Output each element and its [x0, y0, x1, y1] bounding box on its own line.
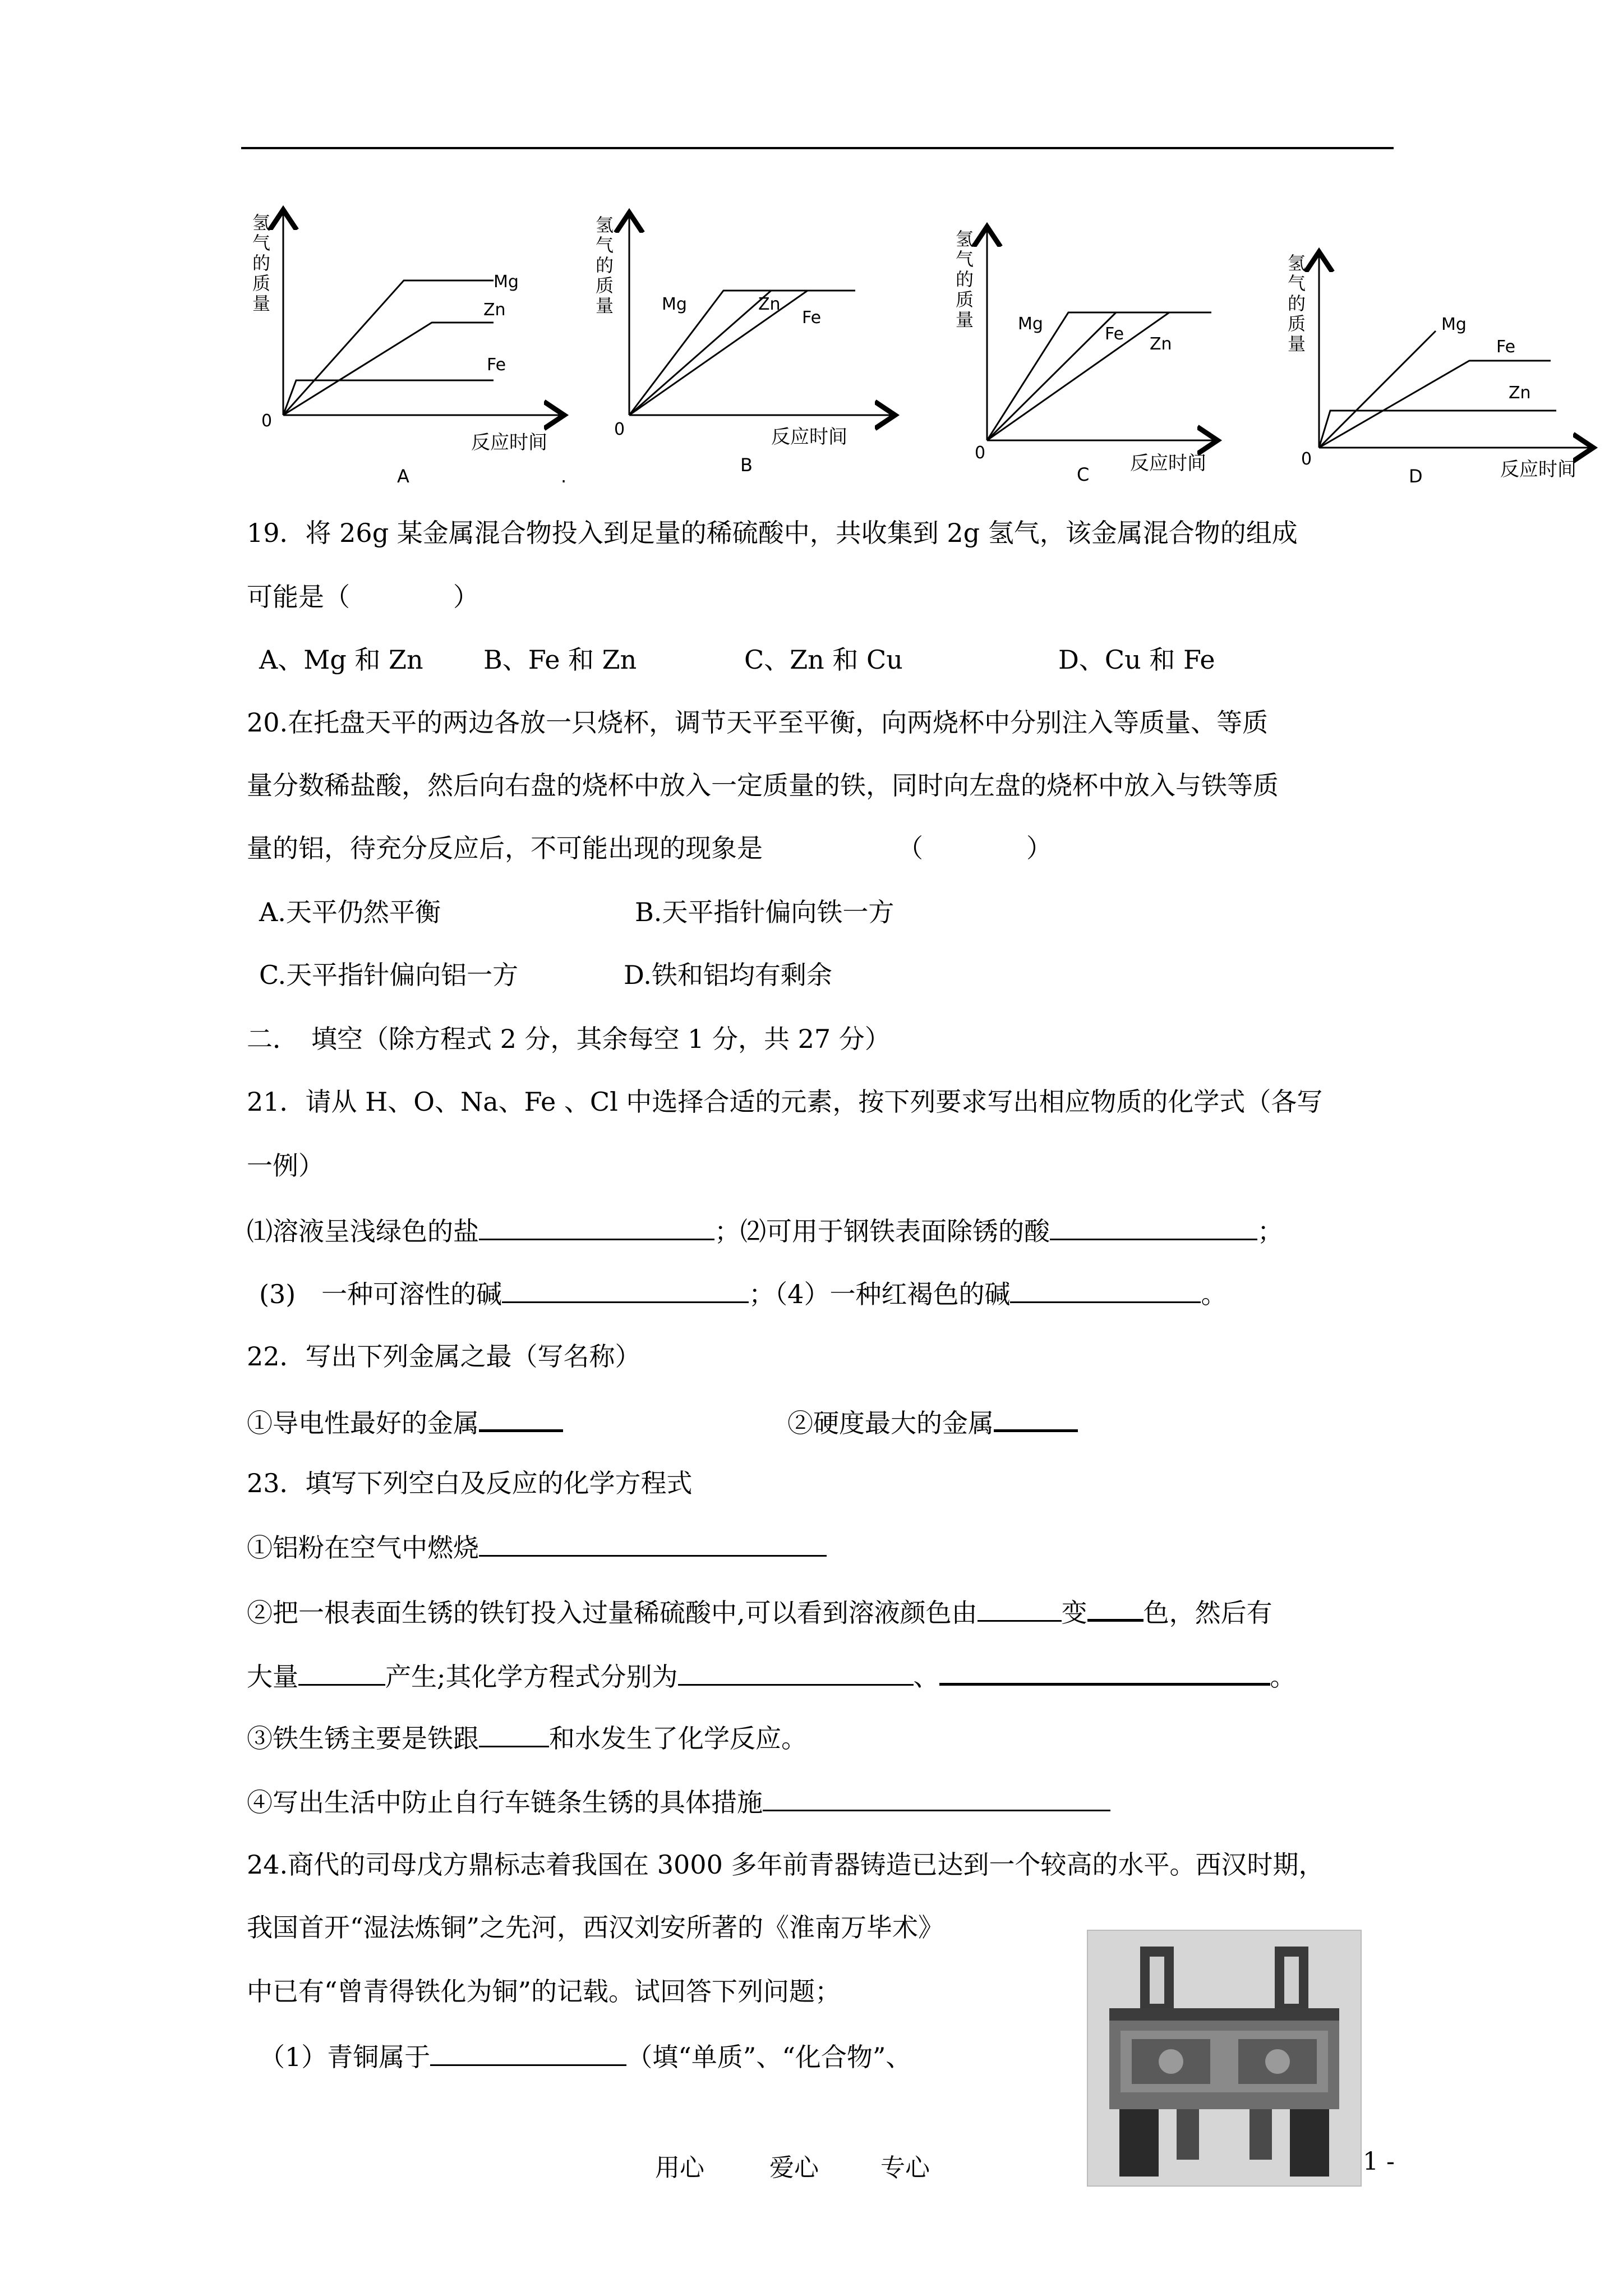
q24-line3: 中已有“曾青得铁化为铜”的记载。试回答下列问题；	[247, 1976, 841, 2007]
q22-b: ②硬度最大的金属	[787, 1408, 994, 1438]
chart-letter: D	[1409, 466, 1423, 487]
q21-line2: 一例）	[247, 1151, 324, 1181]
q23-blank-c[interactable]	[479, 1721, 549, 1747]
q22-title: 22．写出下列金属之最（写名称）	[247, 1341, 641, 1372]
q23-d: ④写出生活中防止自行车链条生锈的具体措施	[247, 1787, 763, 1818]
q23-blank-d[interactable]	[763, 1785, 1110, 1811]
q21-p1: ⑴溶液呈浅绿色的盐	[247, 1216, 479, 1246]
line-label-zn: Zn	[1150, 334, 1172, 354]
q19-option-a[interactable]: A、Mg 和 Zn	[259, 645, 423, 675]
chart-letter: A	[397, 466, 409, 487]
y-axis-label-4: 质	[596, 275, 614, 296]
line-fe	[987, 312, 1116, 440]
y-axis-label-5: 量	[252, 293, 271, 314]
q20-option-b[interactable]: B.天平指针偏向铁一方	[635, 897, 895, 927]
footer-word-2: 爱心	[769, 2154, 819, 2182]
q19-option-b[interactable]: B、Fe 和 Zn	[483, 645, 637, 675]
y-axis-label-2: 气	[956, 249, 974, 270]
q23-blank-b5[interactable]	[939, 1658, 1270, 1686]
header-rule	[241, 147, 1394, 149]
y-axis-label-1: 氢	[956, 228, 974, 250]
line-fe	[1319, 361, 1551, 448]
chart-d	[1273, 247, 1598, 494]
q23-row-d	[247, 1785, 1110, 1818]
q21-p2: ⑵可用于钢铁表面除锈的酸	[740, 1216, 1050, 1246]
q24-p1b: （填“单质”、“化合物”、	[626, 2042, 912, 2072]
chart-c-svg	[948, 222, 1284, 491]
q23-row-b2	[247, 1658, 1296, 1692]
q24-line2: 我国首开“湿法炼铜”之先河，西汉刘安所著的《淮南万毕术》	[247, 1912, 944, 1943]
q21-sep2: ；	[749, 1279, 775, 1309]
line-fe	[283, 380, 494, 415]
section-two-heading: 二． 填空（除方程式 2 分，其余每空 1 分，共 27 分）	[247, 1024, 891, 1054]
bronze-ding-photo	[1087, 1930, 1362, 2187]
footer-word-1: 用心	[655, 2154, 704, 2182]
q23-a: ①铝粉在空气中燃烧	[247, 1533, 479, 1563]
line-fe	[629, 291, 808, 415]
q23-row-c	[247, 1721, 807, 1754]
x-axis-label: 反应时间	[471, 431, 547, 454]
y-axis-label-2: 气	[252, 232, 271, 254]
q23-b2: 大量	[247, 1662, 298, 1692]
q23-b-dun: 、	[913, 1662, 939, 1692]
line-label-fe: Fe	[802, 308, 822, 328]
y-axis-label-5: 量	[956, 309, 974, 330]
y-axis-label-4: 质	[956, 289, 974, 310]
line-mg	[1319, 331, 1436, 448]
q21-p4: （4）一种红褐色的碱	[774, 1279, 1011, 1309]
y-axis-label-1: 氢	[252, 212, 271, 233]
line-label-fe: Fe	[1496, 337, 1516, 357]
q21-blank-2[interactable]	[1050, 1214, 1257, 1240]
line-label-mg: Mg	[1018, 314, 1043, 334]
q20-option-a[interactable]: A.天平仍然平衡	[259, 897, 441, 927]
q21-row1	[247, 1214, 1283, 1247]
y-axis-label-3: 的	[1288, 293, 1306, 314]
y-axis-label-3: 的	[596, 255, 614, 276]
ding-image	[1087, 1930, 1362, 2187]
q20-options-row1	[259, 896, 894, 928]
q23-b-se: 色，然后有	[1143, 1598, 1272, 1628]
page-number: 1 -	[1363, 2147, 1395, 2176]
y-axis-label-2: 气	[1288, 273, 1306, 294]
line-label-fe: Fe	[487, 355, 506, 375]
line-label-zn: Zn	[483, 300, 506, 320]
q19-option-d[interactable]: D、Cu 和 Fe	[1058, 645, 1215, 675]
q23-row-b1	[247, 1594, 1272, 1628]
q19-options	[259, 644, 1215, 675]
q21-blank-4[interactable]	[1010, 1277, 1201, 1303]
q23-blank-b3[interactable]	[298, 1659, 385, 1686]
q23-c2: 和水发生了化学反应。	[549, 1723, 807, 1754]
chart-b	[589, 208, 903, 477]
y-axis-label-5: 量	[596, 295, 614, 316]
q22-blank-a[interactable]	[479, 1405, 563, 1432]
line-zn	[283, 323, 494, 415]
q21-blank-3[interactable]	[502, 1277, 749, 1303]
line-label-mg: Mg	[1441, 315, 1467, 334]
footer-word-3: 专心	[880, 2154, 930, 2182]
q21-end2: 。	[1201, 1279, 1227, 1309]
q24-p1: （1）青铜属于	[259, 2042, 431, 2072]
q23-row-a	[247, 1530, 827, 1563]
q23-blank-b2[interactable]	[1087, 1594, 1144, 1622]
y-axis-label-2: 气	[596, 234, 614, 256]
q23-blank-a[interactable]	[479, 1530, 827, 1557]
y-axis-label-1: 氢	[1288, 252, 1306, 274]
origin-label: 0	[975, 443, 986, 463]
line-zn	[629, 291, 771, 415]
line-label-zn: Zn	[758, 295, 781, 314]
line-label-zn: Zn	[1509, 383, 1531, 403]
q20-option-d[interactable]: D.铁和铝均有剩余	[624, 960, 832, 990]
origin-label: 0	[614, 420, 625, 439]
chart-d-svg	[1273, 247, 1598, 494]
y-axis-label-3: 的	[252, 252, 271, 274]
q19-line1: 19．将 26g 某金属混合物投入到足量的稀硫酸中，共收集到 2g 氢气，该金属混合物的组成	[247, 518, 1298, 548]
q21-p3: (3) 一种可溶性的碱	[259, 1279, 502, 1309]
chart-a-svg	[247, 202, 572, 494]
chart-letter: B	[740, 454, 753, 476]
q24-blank-1[interactable]	[430, 2040, 626, 2066]
q23-b-end: 。	[1270, 1662, 1296, 1692]
origin-label: 0	[1301, 449, 1312, 469]
line-label-fe: Fe	[1105, 324, 1124, 344]
q22-row	[247, 1405, 1078, 1439]
x-axis-label: 反应时间	[1500, 458, 1576, 481]
x-axis-label: 反应时间	[771, 426, 847, 448]
stray-mark: .	[561, 466, 567, 487]
line-label-mg: Mg	[494, 272, 519, 292]
q20-answer-paren[interactable]: （ ）	[897, 833, 1052, 863]
line-zn	[987, 312, 1169, 440]
q19-line2: 可能是（ ）	[247, 582, 479, 612]
y-axis-label-1: 氢	[596, 214, 614, 236]
y-axis-label-4: 质	[252, 273, 271, 294]
q23-b3: 产生;其化学方程式分别为	[385, 1662, 678, 1692]
q20-options-row2	[259, 959, 832, 991]
line-label-mg: Mg	[662, 295, 687, 314]
q21-row2	[259, 1277, 1227, 1310]
q23-b1: ②把一根表面生锈的铁钉投入过量稀硫酸中,可以看到溶液颜色由	[247, 1598, 978, 1628]
q24-line1: 24.商代的司母戊方鼎标志着我国在 3000 多年前青器铸造已达到一个较高的水平。西汉时期，	[247, 1849, 1325, 1880]
chart-letter: C	[1077, 464, 1090, 485]
q21-sep1: ；	[714, 1216, 740, 1246]
q19-option-c[interactable]: C、Zn 和 Cu	[744, 645, 903, 675]
q20-line1: 20.在托盘天平的两边各放一只烧杯，调节天平至平衡，向两烧杯中分别注入等质量、等质	[247, 707, 1269, 738]
q22-blank-b[interactable]	[994, 1405, 1078, 1432]
q23-blank-b4[interactable]	[678, 1659, 914, 1686]
y-axis-label-3: 的	[956, 269, 974, 290]
q24-row-1	[259, 2040, 911, 2073]
chart-c	[948, 222, 1284, 491]
q23-c1: ③铁生锈主要是铁跟	[247, 1723, 479, 1754]
q23-title: 23．填写下列空白及反应的化学方程式	[247, 1468, 693, 1498]
q20-line2: 量分数稀盐酸，然后向右盘的烧杯中放入一定质量的铁，同时向左盘的烧杯中放入与铁等质	[247, 770, 1279, 800]
x-axis-label: 反应时间	[1130, 452, 1206, 475]
q20-option-c[interactable]: C.天平指针偏向铝一方	[259, 960, 519, 990]
q21-line1: 21．请从 H、O、Na、Fe 、Cl 中选择合适的元素，按下列要求写出相应物质的化学式（各写	[247, 1087, 1323, 1117]
y-axis-label-5: 量	[1288, 333, 1306, 355]
origin-label: 0	[261, 411, 273, 431]
q21-blank-1[interactable]	[479, 1214, 714, 1240]
chart-a	[247, 202, 572, 494]
q23-blank-b1[interactable]	[978, 1595, 1062, 1622]
line-zn	[1319, 411, 1556, 448]
chart-b-svg	[589, 208, 903, 477]
q21-end1: ；	[1257, 1216, 1283, 1246]
q22-a: ①导电性最好的金属	[247, 1408, 479, 1438]
q23-b-bian: 变	[1061, 1598, 1087, 1628]
q20-line3-text: 量的铝，待充分反应后，不可能出现的现象是	[247, 833, 763, 863]
y-axis-label-4: 质	[1288, 313, 1306, 334]
q20-line3	[247, 832, 1052, 864]
